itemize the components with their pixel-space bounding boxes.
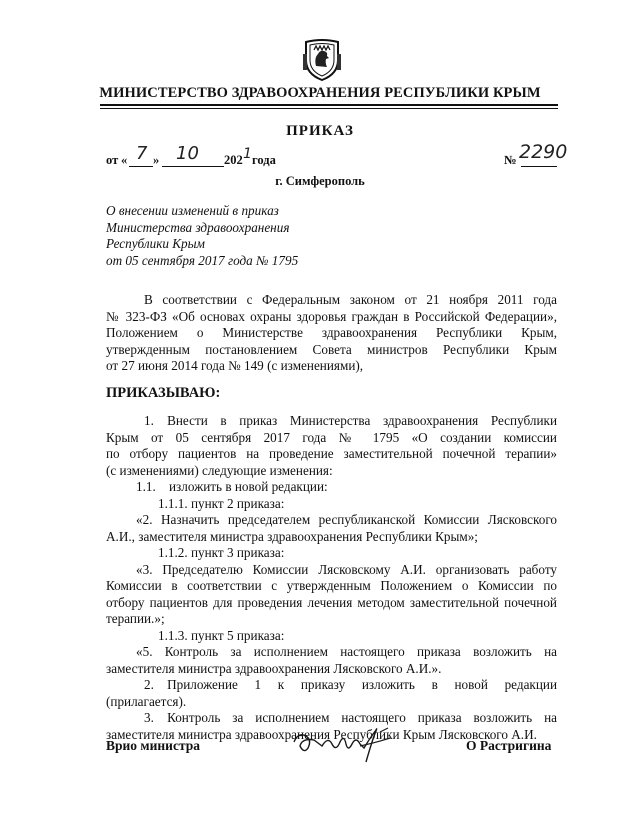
item-1-1-2-text: терапии.»; bbox=[106, 611, 165, 626]
subject-line: Республики Крым bbox=[106, 236, 205, 251]
item-1-1-1-text: А.И., заместителя министра здравоохранения Республики Крым»; bbox=[106, 528, 478, 544]
date-quote-close: » bbox=[153, 153, 160, 167]
header-rule-thin bbox=[100, 108, 558, 109]
preamble-line: В соответствии с Федеральным законом от 21 ноября 2011 года bbox=[144, 292, 557, 307]
city: г. Симферополь bbox=[275, 174, 365, 188]
order-number-handwritten: 2290 bbox=[519, 141, 568, 163]
item-1-1-1: 1.1.1. пункт 2 приказа: bbox=[158, 495, 285, 511]
signature-position: Врио министра bbox=[106, 738, 200, 753]
item-1-line: 1. Внести в приказ Министерства здравоохранения Республики bbox=[144, 413, 557, 428]
date-day-handwritten: 7 bbox=[136, 143, 148, 164]
header-rule-thick bbox=[100, 104, 558, 106]
item-1-1-3: 1.1.3. пункт 5 приказа: bbox=[158, 627, 285, 643]
item-2-line: 2. Приложение 1 к приказу изложить в новой редакции bbox=[144, 677, 557, 692]
date-day-line bbox=[129, 166, 153, 167]
order-word: ПРИКАЗЫВАЮ: bbox=[106, 385, 221, 401]
preamble-line: № 323-ФЗ «Об основах охраны здоровья граждан в Российской Федерации», bbox=[106, 308, 557, 324]
items-block bbox=[106, 413, 557, 743]
item-1-1-1-text: «2. Назначить председателем республиканской Комиссии Лясковского bbox=[136, 512, 557, 527]
item-1-1-3-text: заместителя министра здравоохранения Лясковского А.И.». bbox=[106, 660, 442, 676]
subject-line: О внесении изменений в приказ bbox=[106, 203, 279, 218]
item-1-line: по отбору пациентов на проведение заместительной почечной терапии» bbox=[106, 446, 557, 461]
item-2-line: (прилагается). bbox=[106, 693, 187, 709]
item-1-1-2: 1.1.2. пункт 3 приказа: bbox=[158, 545, 285, 560]
preamble-line: утвержденным постановлением Совета министров Республики Крым bbox=[106, 341, 557, 357]
item-1-1: 1.1. изложить в новой редакции: bbox=[136, 479, 328, 494]
subject-block bbox=[106, 203, 298, 269]
preamble bbox=[106, 292, 557, 375]
item-1-1-2-text: Комиссии в соответствии с утвержденным Положением о Комиссии по bbox=[106, 578, 557, 593]
number-line bbox=[521, 166, 557, 167]
number-label: № bbox=[504, 153, 517, 167]
date-quote-open: « bbox=[121, 153, 128, 167]
item-3-line: 3. Контроль за исполнением настоящего приказа возложить на bbox=[144, 710, 557, 725]
preamble-line: от 27 июня 2014 года № 149 (с изменениями), bbox=[106, 358, 364, 373]
signature-name: О Растригина bbox=[466, 738, 552, 753]
document-title: ПРИКАЗ bbox=[286, 123, 354, 139]
preamble-line: Положением о Министерстве здравоохранения Республики Крым, bbox=[106, 325, 557, 340]
item-1-line: Крым от 05 сентября 2017 года № 1795 «О создании комиссии bbox=[106, 429, 557, 445]
item-1-1-3-text: «5. Контроль за исполнением настоящего приказа возложить на bbox=[136, 644, 557, 659]
item-1-line: (с изменениями) следующие изменения: bbox=[106, 462, 333, 478]
date-year-handwritten: 1 bbox=[243, 146, 252, 162]
date-year-prefix: 202 bbox=[224, 153, 243, 167]
item-3-line: заместителя министра здравоохранения Республики Крым Лясковского А.И. bbox=[106, 726, 537, 742]
item-1-1-2-text: «3. Председателю Комиссии Лясковскому А.И. организовать работу bbox=[136, 561, 557, 577]
item-1-1-2-text: отбору пациентов для проведения лечения методом заместительной почечной bbox=[106, 594, 557, 610]
date-month-handwritten: 10 bbox=[176, 143, 199, 164]
handwritten-signature bbox=[288, 718, 408, 768]
date-year-word: года bbox=[252, 153, 276, 167]
subject-line: Министерства здравоохранения bbox=[106, 219, 290, 235]
coat-of-arms-emblem bbox=[300, 36, 344, 82]
date-from-label: от bbox=[106, 153, 119, 167]
ministry-header: МИНИСТЕРСТВО ЗДРАВООХРАНЕНИЯ РЕСПУБЛИКИ КРЫМ bbox=[99, 85, 541, 101]
date-month-line bbox=[162, 166, 224, 167]
subject-line: от 05 сентября 2017 года № 1795 bbox=[106, 252, 299, 268]
